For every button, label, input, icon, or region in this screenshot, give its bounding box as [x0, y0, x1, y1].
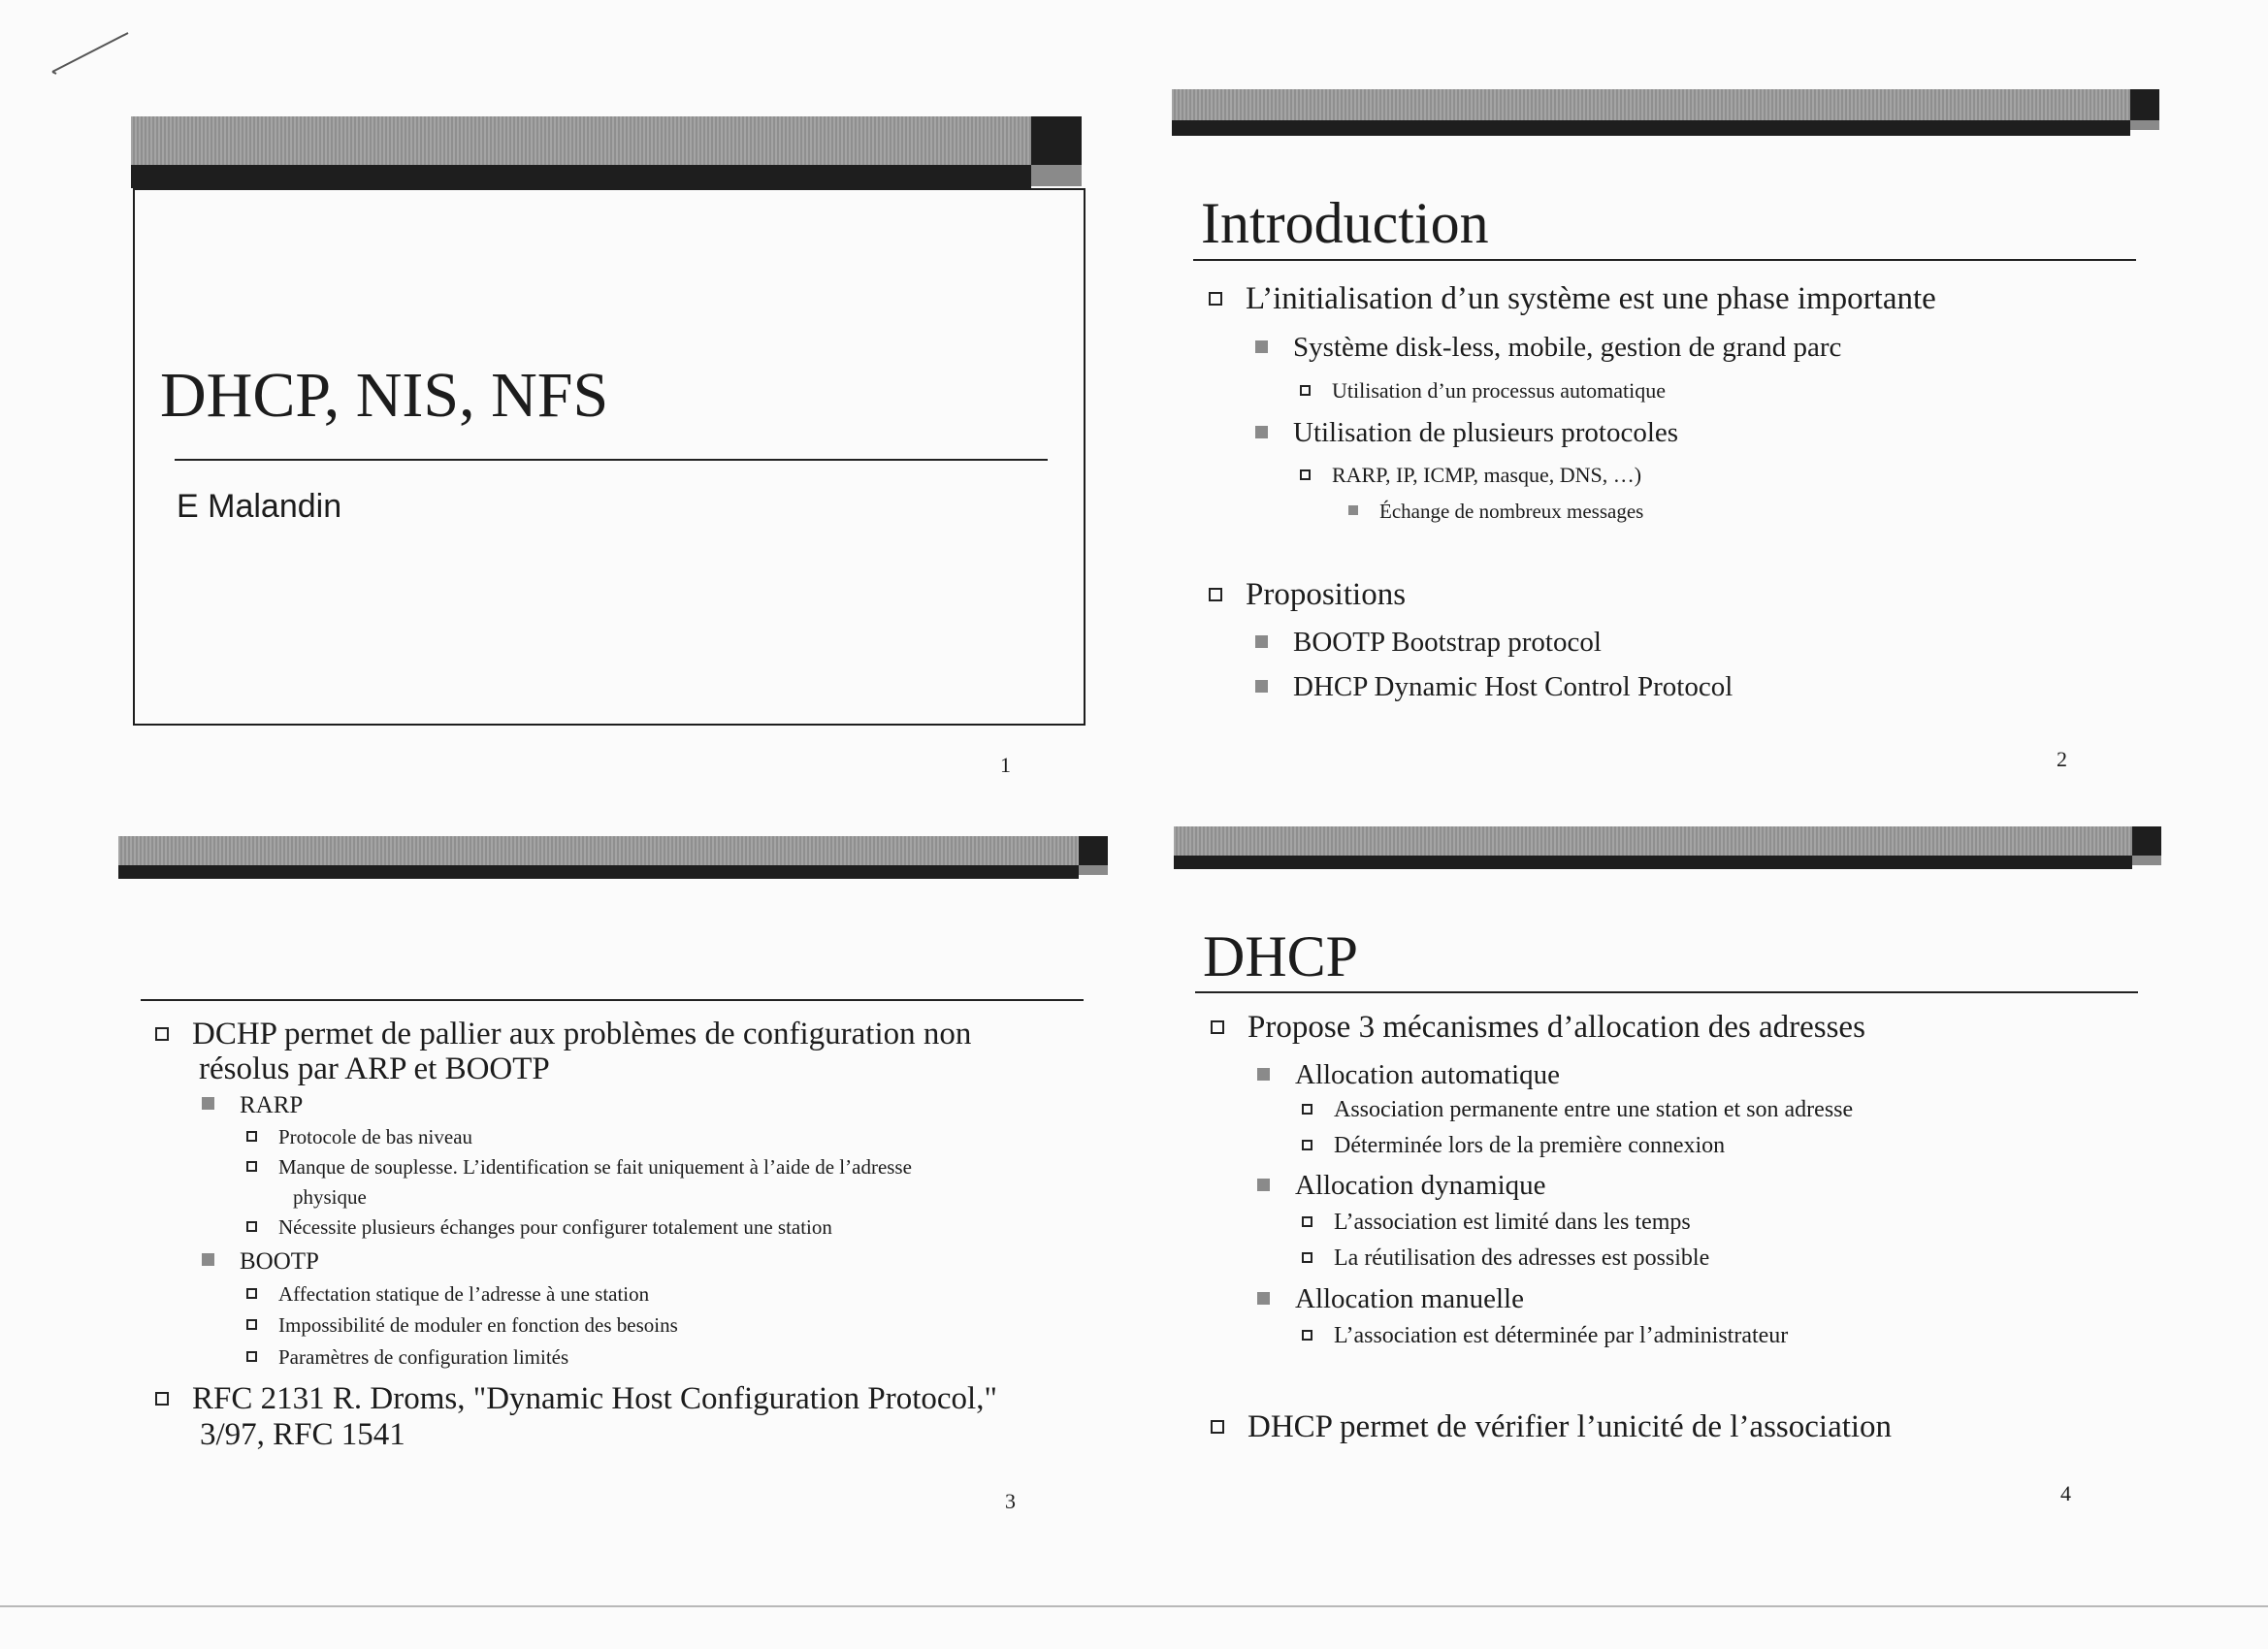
list-item: BOOTP Bootstrap protocol	[1255, 627, 1602, 659]
list-item: Paramètres de configuration limités	[246, 1345, 568, 1370]
list-item: Utilisation d’un processus automatique	[1300, 378, 1666, 404]
list-item: Propositions	[1209, 577, 1406, 613]
list-item: Échange de nombreux messages	[1348, 500, 1643, 524]
list-item: RARP	[202, 1092, 303, 1119]
list-item: Système disk-less, mobile, gestion de grand parc	[1255, 332, 1841, 364]
title-rule	[175, 459, 1048, 461]
bar-accent	[2132, 856, 2161, 865]
scan-edge	[0, 1605, 2268, 1607]
list-item: L’initialisation d’un système est une phase importante	[1209, 281, 1936, 317]
bar-accent	[2130, 120, 2159, 130]
list-item: Allocation dynamique	[1257, 1170, 1546, 1202]
bar-accent	[1079, 865, 1108, 875]
list-item: DHCP permet de vérifier l’unicité de l’association	[1211, 1409, 1892, 1445]
list-item: Protocole de bas niveau	[246, 1125, 472, 1149]
slide-title: Introduction	[1201, 191, 1489, 255]
pen-mark-icon	[50, 29, 147, 87]
list-item-continuation: résolus par ARP et BOOTP	[199, 1051, 550, 1086]
list-item: Allocation automatique	[1257, 1059, 1560, 1091]
page-number: 2	[2057, 747, 2067, 771]
list-item: DCHP permet de pallier aux problèmes de configuration non	[155, 1017, 971, 1052]
title-rule	[141, 999, 1084, 1001]
list-item: Utilisation de plusieurs protocoles	[1255, 417, 1678, 449]
title-rule	[1195, 991, 2138, 993]
list-item-continuation: physique	[293, 1185, 367, 1209]
list-item: Propose 3 mécanismes d’allocation des adresses	[1211, 1010, 1865, 1046]
list-item: La réutilisation des adresses est possible	[1302, 1245, 1709, 1272]
list-item: RARP, IP, ICMP, masque, DNS, …)	[1300, 463, 1641, 488]
title-rule	[1193, 259, 2136, 261]
list-item: BOOTP	[202, 1248, 319, 1276]
list-item: Allocation manuelle	[1257, 1283, 1524, 1315]
list-item: Association permanente entre une station et son adresse	[1302, 1097, 1853, 1123]
header-bar	[131, 116, 1082, 165]
page-number: 3	[1005, 1489, 1016, 1513]
list-item-continuation: 3/97, RFC 1541	[200, 1417, 405, 1452]
list-item: DHCP Dynamic Host Control Protocol	[1255, 671, 1733, 703]
list-item: L’association est limité dans les temps	[1302, 1210, 1691, 1236]
page-number: 4	[2060, 1481, 2071, 1505]
title-frame	[133, 188, 1085, 726]
list-item: Manque de souplesse. L’identification se fait uniquement à l’aide de l’adresse	[246, 1155, 912, 1180]
list-item: RFC 2131 R. Droms, "Dynamic Host Configuration Protocol,"	[155, 1381, 997, 1417]
header-underbar	[1174, 856, 2132, 869]
header-underbar	[1172, 120, 2130, 136]
presentation-title: DHCP, NIS, NFS	[160, 360, 609, 431]
list-item: L’association est déterminée par l’administrateur	[1302, 1323, 1788, 1349]
list-item: Affectation statique de l’adresse à une station	[246, 1282, 649, 1307]
header-underbar	[118, 865, 1079, 879]
page-number: 1	[1000, 753, 1011, 777]
list-item: Déterminée lors de la première connexion	[1302, 1133, 1725, 1159]
author-name: E Malandin	[177, 488, 342, 525]
header-underbar	[131, 165, 1031, 188]
list-item: Nécessite plusieurs échanges pour configurer totalement une station	[246, 1215, 832, 1240]
header-bar	[118, 836, 1108, 865]
header-bar	[1174, 826, 2161, 856]
slide-title: DHCP	[1203, 924, 1359, 988]
list-item: Impossibilité de moduler en fonction des besoins	[246, 1313, 678, 1338]
header-bar	[1172, 89, 2159, 120]
